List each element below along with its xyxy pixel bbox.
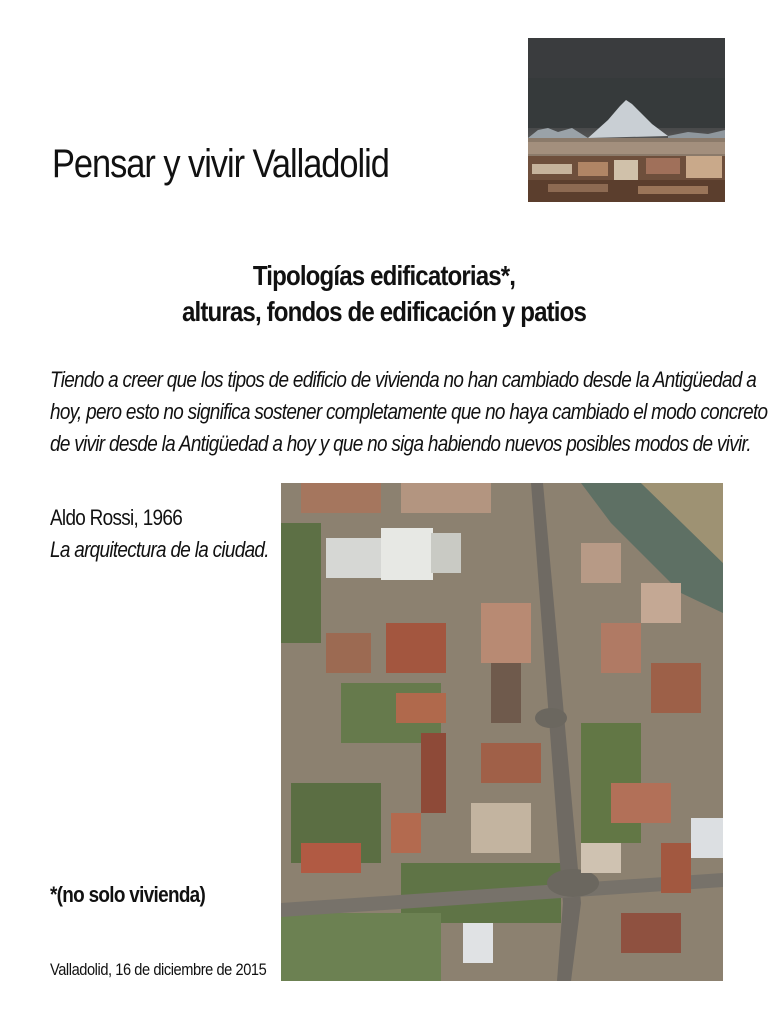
quote	[50, 364, 768, 460]
quote-line: hoy, pero esto no significa sostener completamente que no haya cambiado el modo concreto	[50, 399, 768, 424]
quote-attribution	[50, 502, 304, 566]
book-title: La arquitectura de la ciudad.	[50, 537, 269, 562]
valladolid-aerial-photo	[281, 483, 723, 981]
author-name-year: Aldo Rossi, 1966	[50, 505, 183, 530]
quote-line: Tiendo a creer que los tipos de edificio de vivienda no han cambiado desde la Antigüedad a	[50, 367, 757, 392]
footnote: *(no solo vivienda)	[50, 882, 206, 907]
subtitle-line: Tipologías edificatorias*,	[252, 260, 516, 291]
valladolid-skyline-photo	[528, 38, 725, 202]
subtitle-line: alturas, fondos de edificación y patios	[181, 296, 587, 327]
slide-subtitle	[0, 258, 768, 330]
page-title: Pensar y vivir Valladolid	[52, 142, 389, 186]
footer-date: Valladolid, 16 de diciembre de 2015	[50, 960, 267, 979]
quote-line: de vivir desde la Antigüedad a hoy y que no siga habiendo nuevos posibles modos de vivir.	[50, 431, 751, 456]
